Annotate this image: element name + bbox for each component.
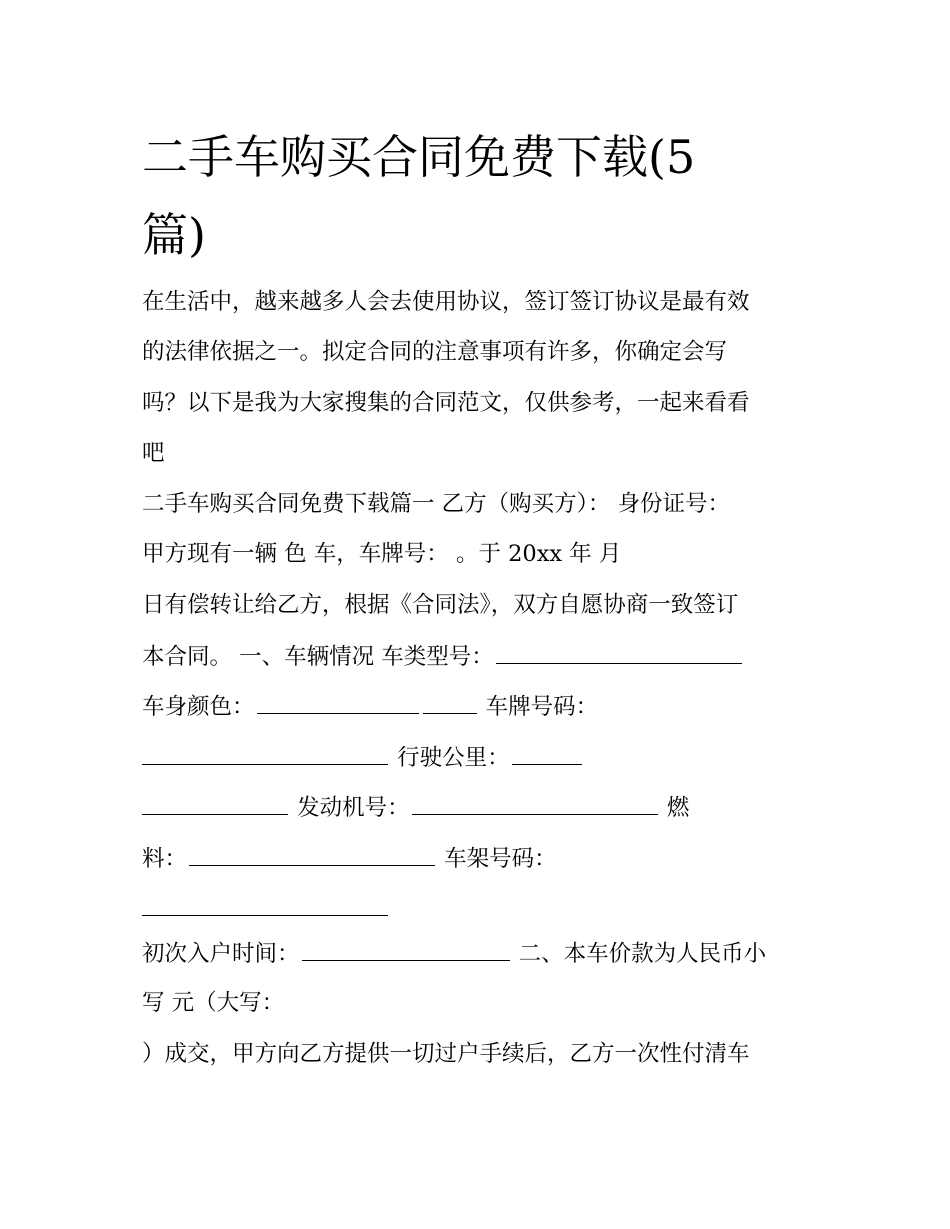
body-line-8	[142, 843, 557, 874]
body-line-9	[142, 893, 390, 924]
body-color-blank-2	[423, 691, 477, 714]
body-color-blank	[257, 691, 419, 714]
first-registration-blank	[302, 938, 510, 961]
intro-line-1: 在生活中，越来越多人会去使用协议，签订签订协议是最有效	[142, 289, 750, 315]
body-line-10	[142, 938, 766, 969]
body-line-5	[142, 691, 598, 722]
body-line-11: 写 元（大写：	[142, 990, 285, 1016]
title-line-1: 二手车购买合同免费下载(5	[142, 130, 696, 184]
first-registration-label: 初次入户时间：	[142, 941, 300, 967]
fuel-label-start: 燃	[666, 795, 690, 821]
engine-number-label: 发动机号：	[297, 795, 410, 821]
plate-number-label: 车牌号码：	[485, 694, 599, 720]
mileage-blank-2	[142, 792, 288, 815]
mileage-label: 行驶公里：	[397, 745, 510, 771]
intro-line-2: 的法律依据之一。拟定合同的注意事项有许多，你确定会写	[142, 339, 728, 365]
body-line-1: 二手车购买合同免费下载篇一 乙方（购买方）： 身份证号：	[142, 491, 731, 517]
plate-number-blank	[142, 742, 388, 765]
engine-number-blank	[412, 792, 658, 815]
mileage-blank	[512, 742, 582, 765]
body-color-label: 车身颜色：	[142, 694, 255, 720]
vehicle-type-blank	[496, 641, 742, 664]
body-line-12: ）成交，甲方向乙方提供一切过户手续后，乙方一次性付清车	[142, 1041, 750, 1067]
title-line-2: 篇)	[142, 208, 206, 262]
intro-line-4: 吧	[142, 440, 165, 466]
body-line-7	[142, 792, 689, 823]
fuel-label-end: 料：	[142, 846, 188, 872]
intro-line-3: 吗？以下是我为大家搜集的合同范文，仅供参考，一起来看看	[142, 390, 750, 416]
frame-number-label: 车架号码：	[444, 846, 557, 872]
fuel-blank	[189, 843, 435, 866]
document-title	[142, 118, 782, 274]
price-clause-start: 二、本车价款为人民币小	[518, 941, 767, 967]
body-line-3: 日有偿转让给乙方，根据《合同法》，双方自愿协商一致签订	[142, 592, 739, 618]
frame-number-blank	[142, 893, 388, 916]
vehicle-type-label: 本合同。 一、车辆情况 车类型号：	[142, 644, 494, 670]
body-line-2: 甲方现有一辆 色 车，车牌号： 。于 20xx 年 月	[142, 541, 622, 567]
body-line-6	[142, 742, 584, 773]
body-line-4	[142, 641, 744, 672]
